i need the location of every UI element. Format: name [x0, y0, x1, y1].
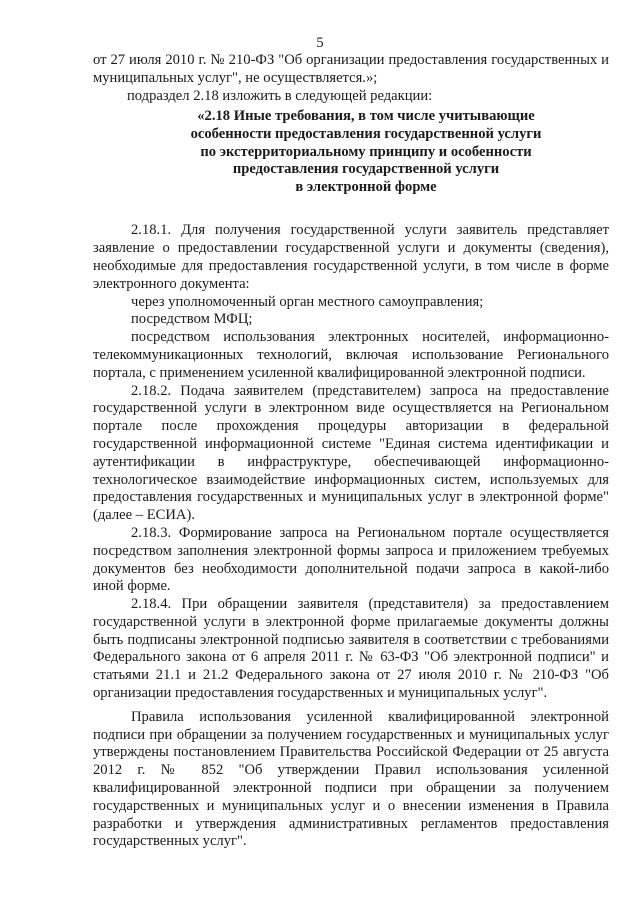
paragraph-2-18-2: 2.18.2. Подача заявителем (представителем) запроса на предоставление государственной услуги в электронном виде осуществляется на Региональном портале после прохождения процедуры авторизации в федеральной государственной информационной системе "Единая система идентификации и аутентификации в инфраструктуре, обеспечивающей информационно-технологическое взаимодействие информационных систем, используемых для предоставления государственных и муниципальных услуг в электронной форме" (далее – ЕСИА). [93, 382, 609, 524]
heading-line: по экстерриториальному принципу и особенности [200, 143, 532, 160]
spacer [93, 196, 609, 222]
heading-line: в электронной форме [295, 178, 437, 195]
list-item: посредством использования электронных носителей, информационно-телекоммуникационных технологий, включая использование Регионального портала, с применением усиленной квалифицированной электронной подписи. [93, 329, 609, 381]
list-item: через уполномоченный орган местного самоуправления; [131, 293, 484, 310]
document-body [93, 52, 609, 851]
heading-line: предоставления государственной услуги [232, 161, 500, 178]
paragraph-2-18-3: 2.18.3. Формирование запроса на Региональном портале осуществляется посредством заполнения электронной формы запроса и приложением требуемых документов без необходимости дополнительной подачи запроса в какой-либо иной форме. [93, 524, 609, 595]
section-heading [93, 108, 609, 196]
paragraph-2-18-1: 2.18.1. Для получения государственной услуги заявитель представляет заявление о предоставлении государственной услуги и документы (сведения), необходимые для предоставления государственной услуги, в том числе в форме электронного документа: [93, 222, 609, 292]
heading-line: «2.18 Иные требования, в том числе учитывающие [197, 108, 535, 125]
heading-line: особенности предоставления государственной услуги [190, 125, 542, 142]
paragraph-rules: Правила использования усиленной квалифицированной электронной подписи при обращении за получением государственных и муниципальных услуг утверждены постановлением Правительства Российской Федерации от 25 августа 2012 г. № 852 "Об утверждении Правил использования усиленной квалифицированной электронной подписи при обращении за получением государственных и муниципальных услуг и о внесении изменения в Правила разработки и утверждения административных регламентов предоставления государственных услуг". [93, 708, 609, 850]
page-number: 5 [316, 35, 324, 51]
instruction-paragraph: подраздел 2.18 изложить в следующей редакции: [127, 87, 433, 104]
carry-over-paragraph: от 27 июля 2010 г. № 210-ФЗ "Об организации предоставления государственных и муниципальных услуг", не осуществляется.»; [93, 52, 609, 86]
list-item: посредством МФЦ; [131, 311, 253, 328]
paragraph-2-18-4: 2.18.4. При обращении заявителя (представителя) за предоставлением государственной услуги в электронной форме прилагаемые документы должны быть подписаны электронной подписью заявителя в соответствии с требованиями Федерального закона от 6 апреля 2011 г. № 63-ФЗ "Об электронной подписи" и статьями 21.1 и 21.2 Федерального закона от 27 июля 2010 г. № 210-ФЗ "Об организации предоставления государственных и муниципальных услуг". [93, 596, 609, 702]
